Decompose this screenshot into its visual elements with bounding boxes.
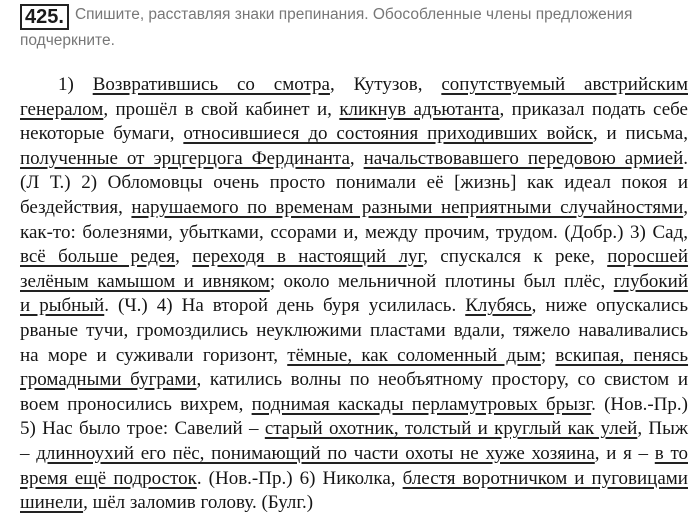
text-line	[20, 73, 688, 98]
text-segment: ; около мельничной плотины был плёс,	[269, 270, 614, 292]
text-line	[20, 294, 688, 319]
text-segment: бездействия,	[20, 196, 132, 218]
text-segment: . (Нов.-Пр.) 6) Николка,	[196, 467, 403, 489]
text-segment: ,	[683, 196, 688, 218]
underlined-phrase: зелёным камышом и ивняком	[20, 270, 270, 292]
text-segment: , катились волны по необъятному простору, со свистом и	[196, 369, 688, 391]
underlined-phrase: в то	[654, 442, 688, 464]
underlined-phrase: кликнув адъютанта	[339, 98, 500, 120]
underlined-phrase: тёмные, как соломенный дым	[287, 344, 541, 366]
text-segment: , Кутузов,	[329, 74, 442, 95]
text-segment: 5) Нас было трое: Савелий –	[20, 418, 265, 440]
text-line	[20, 98, 688, 123]
text-segment: ,	[175, 246, 193, 268]
underlined-phrase: нарушаемого по временам разными неприятными случайностями	[131, 196, 684, 218]
text-line	[20, 368, 688, 393]
text-segment: , прошёл в свой кабинет и,	[103, 98, 340, 120]
underlined-phrase: блестя воротничком и пуговицами	[402, 467, 688, 489]
text-line	[20, 393, 688, 418]
text-line	[20, 122, 688, 147]
underlined-phrase: начальствовавшего передовою армией	[363, 147, 684, 169]
text-segment: воем проносились вихрем,	[20, 393, 252, 415]
underlined-phrase: полученные от эрцгерцога Фердинанта	[20, 147, 350, 169]
text-line	[20, 417, 688, 442]
text-segment: , и я –	[594, 442, 655, 464]
underlined-phrase: громадными буграми	[20, 369, 197, 391]
exercise-number: 425.	[20, 4, 69, 30]
text-segment: , шёл заломив голову. (Булг.)	[83, 492, 314, 514]
text-segment: (Л Т.) 2) Обломовцы очень просто понимали её [жизнь] как идеал покоя и	[20, 172, 688, 194]
text-segment: как-то: болезнями, убытками, ссорами и, между прочим, трудом. (Добр.) 3) Сад,	[20, 221, 688, 243]
text-segment: рваные тучи, громоздились неуклюжими пластами вдали, тяжело наваливались	[20, 319, 688, 341]
underlined-phrase: Возвратившись со смотра	[92, 74, 330, 95]
text-segment: . (Нов.-Пр.)	[591, 393, 688, 415]
text-line	[20, 319, 688, 344]
underlined-phrase: глубокий	[613, 270, 688, 292]
underlined-phrase: время ещё подросток	[20, 467, 197, 489]
underlined-phrase: длинноухий его пёс, понимающий по части охоты не хуже хозяина	[36, 442, 595, 464]
underlined-phrase: Клубясь	[465, 295, 532, 317]
underlined-phrase: и рыбный	[20, 295, 105, 317]
underlined-phrase: вскипая, пенясь	[555, 344, 689, 366]
text-segment: , приказал подать себе	[499, 98, 688, 120]
text-line	[20, 344, 688, 369]
underlined-phrase: поросшей	[607, 246, 689, 268]
underlined-phrase: относившиеся до состояния приходивших войск	[183, 123, 593, 145]
text-segment: , и письма,	[592, 123, 688, 145]
exercise-text	[20, 73, 688, 516]
text-line	[20, 245, 688, 270]
underlined-phrase: сопутствуемый австрийским	[441, 74, 688, 95]
exercise-header	[20, 4, 690, 51]
underlined-phrase: генералом	[20, 98, 104, 120]
text-line	[20, 442, 688, 467]
text-line	[20, 221, 688, 246]
underlined-phrase: поднимая каскады перламутровых брызг	[251, 393, 592, 415]
underlined-phrase: всё больше редея	[20, 246, 176, 268]
text-segment: , Пыж	[637, 418, 688, 440]
text-line	[20, 171, 688, 196]
text-line	[20, 467, 688, 492]
underlined-phrase: переходя в настоящий луг	[192, 246, 424, 268]
text-line	[20, 147, 688, 172]
text-segment: . (Ч.) 4) На второй день буря усилилась.	[104, 295, 466, 317]
text-segment: ,	[349, 147, 364, 169]
text-line	[20, 196, 688, 221]
exercise-instruction: Спишите, расставляя знаки препинания. Обособленные члены предложения подчеркните.	[20, 6, 633, 49]
text-segment: 1)	[58, 74, 93, 95]
text-segment: ;	[540, 344, 556, 366]
text-segment: на море и суживали горизонт,	[20, 344, 288, 366]
text-line	[20, 270, 688, 295]
text-segment: , ниже опускались	[531, 295, 688, 317]
text-line	[20, 491, 688, 516]
text-segment: –	[20, 442, 37, 464]
underlined-phrase: шинели	[20, 492, 84, 514]
text-segment: , спускался к реке,	[423, 246, 608, 268]
text-segment: некоторые бумаги,	[20, 123, 184, 145]
text-segment: .	[683, 147, 688, 169]
underlined-phrase: старый охотник, толстый и круглый как улей	[264, 418, 638, 440]
